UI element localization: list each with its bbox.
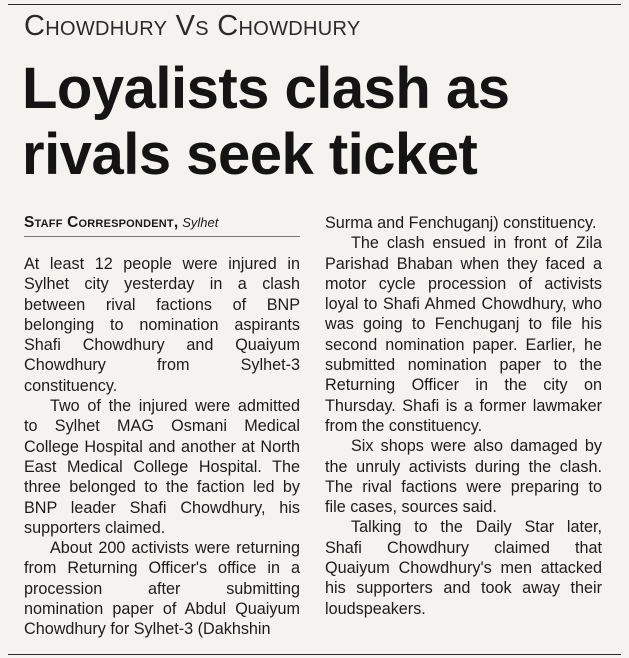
headline	[22, 56, 622, 188]
byline	[24, 213, 300, 232]
paragraph: Two of the injured were admitted to Sylhet MAG Osmani Medical College Hospital and another at North East Medical College Hospital. The three belonged to the faction led by BNP leader Shafi Chowdhury, his supporters claimed.	[24, 397, 300, 537]
byline-location: Sylhet	[182, 215, 219, 230]
paragraph: Surma and Fenchuganj) constituency.	[325, 214, 597, 232]
headline-line-1: Loyalists clash as	[22, 56, 510, 121]
bottom-rule	[8, 654, 621, 655]
kicker: Chowdhury Vs Chowdhury	[24, 10, 361, 42]
top-rule	[8, 4, 621, 5]
headline-line-2: rivals seek ticket	[22, 122, 478, 187]
paragraph: Talking to the Daily Star later, Shafi Chowdhury claimed that Quaiyum Chowdhury's men attacked his supporters and took away their loudspeakers.	[325, 518, 602, 618]
byline-divider	[24, 236, 300, 237]
article-column-left	[24, 254, 300, 640]
paragraph: Six shops were also damaged by the unruly activists during the clash. The rival factions were preparing to file cases, sources said.	[325, 437, 602, 517]
paragraph: The clash ensued in front of Zila Parishad Bhaban when they faced a motor cycle procession of activists loyal to Shafi Ahmed Chowdhury, who was going to Fenchuganj to file his second nomination paper. Earlier, he submitted nomination paper to the Returning Officer in the city on Thursday. Shafi is a former lawmaker from the constituency.	[325, 234, 602, 435]
byline-staff: Staff Correspondent,	[24, 214, 179, 231]
article-column-right	[325, 213, 602, 619]
paragraph: At least 12 people were injured in Sylhet city yesterday in a clash between rival factions of BNP belonging to nomination aspirants Shafi Chowdhury and Quaiyum Chowdhury from Sylhet-3 constituency.	[24, 255, 300, 395]
paragraph: About 200 activists were returning from Returning Officer's office in a procession after submitting nomination paper of Abdul Quaiyum Chowdhury for Sylhet-3 (Dakhshin	[24, 539, 300, 639]
